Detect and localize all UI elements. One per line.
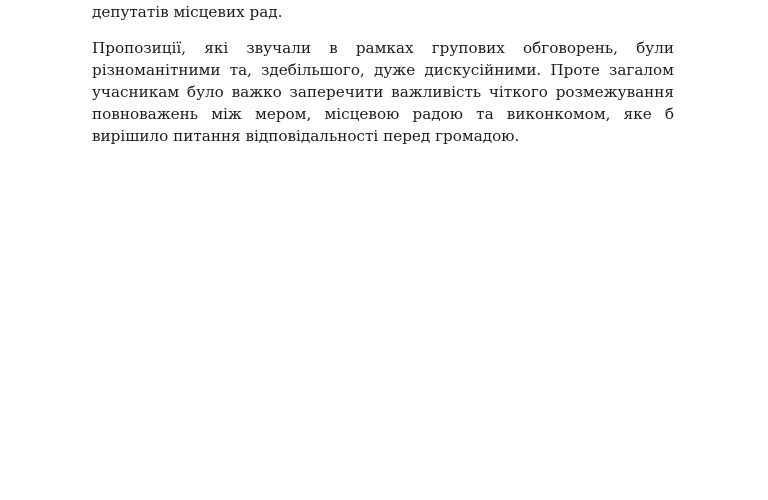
paragraph-fragment: депутатів місцевих рад.	[92, 3, 283, 21]
paragraph-proposals: Пропозиції, які звучали в рамках групових обговорень, були різноманітними та, здебільшого, дуже дискусійними. Проте загалом учасникам було важко заперечити важливість чіткого розмежування повноважень між мером, місцевою радою та виконкомом, яке б вирішило питання відповідальності перед громадою.	[92, 39, 674, 145]
